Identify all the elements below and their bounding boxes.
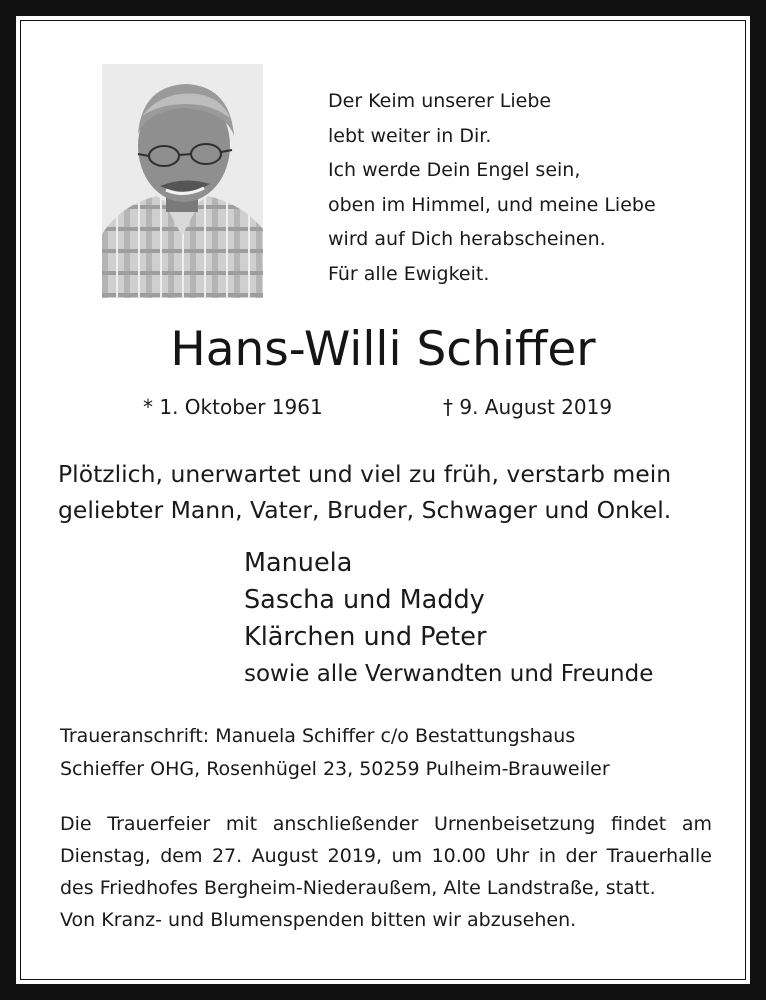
poem [328,84,656,291]
poem-line: Für alle Ewigkeit. [328,262,490,285]
poem-line: Ich werde Dein Engel sein, [328,159,581,181]
death-date: † 9. August 2019 [443,395,613,419]
portrait-photo [102,64,263,298]
mourners [244,545,653,693]
announcement [58,456,671,528]
mourner-name: Manuela [244,548,353,578]
address-line: Traueranschrift: Manuela Schiffer c/o Bestattungshaus [60,725,576,747]
portrait-icon [102,64,263,298]
mourner-name: Sascha und Maddy [244,585,485,615]
ceremony-line: Dienstag, dem 27. August 2019, um 10.00 Uhr in der Trauerhalle [60,845,712,867]
deceased-name: Hans-Willi Schiffer [170,322,596,377]
poem-line: Der Keim unserer Liebe [328,90,552,112]
announcement-line: Plötzlich, unerwartet und viel zu früh, verstarb mein [58,460,672,488]
address-line: Schieffer OHG, Rosenhügel 23, 50259 Pulheim-Brauweiler [60,758,610,780]
announcement-line: geliebter Mann, Vater, Bruder, Schwager und Onkel. [58,496,672,524]
mourning-address [60,720,610,786]
mourner-name: Klärchen und Peter [244,622,487,652]
ceremony-line: Von Kranz- und Blumenspenden bitten wir abzusehen. [60,909,577,931]
mourner-name: sowie alle Verwandten und Freunde [244,661,654,687]
birth-date: * 1. Oktober 1961 [143,395,323,419]
ceremony-line: des Friedhofes Bergheim-Niederaußem, Alte Landstraße, statt. [60,877,656,899]
ceremony-info [60,808,712,936]
poem-line: lebt weiter in Dir. [328,124,492,147]
poem-line: wird auf Dich herabscheinen. [328,228,606,250]
poem-line: oben im Himmel, und meine Liebe [328,193,656,216]
ceremony-line: Die Trauerfeier mit anschließender Urnenbeisetzung findet am [60,813,712,835]
